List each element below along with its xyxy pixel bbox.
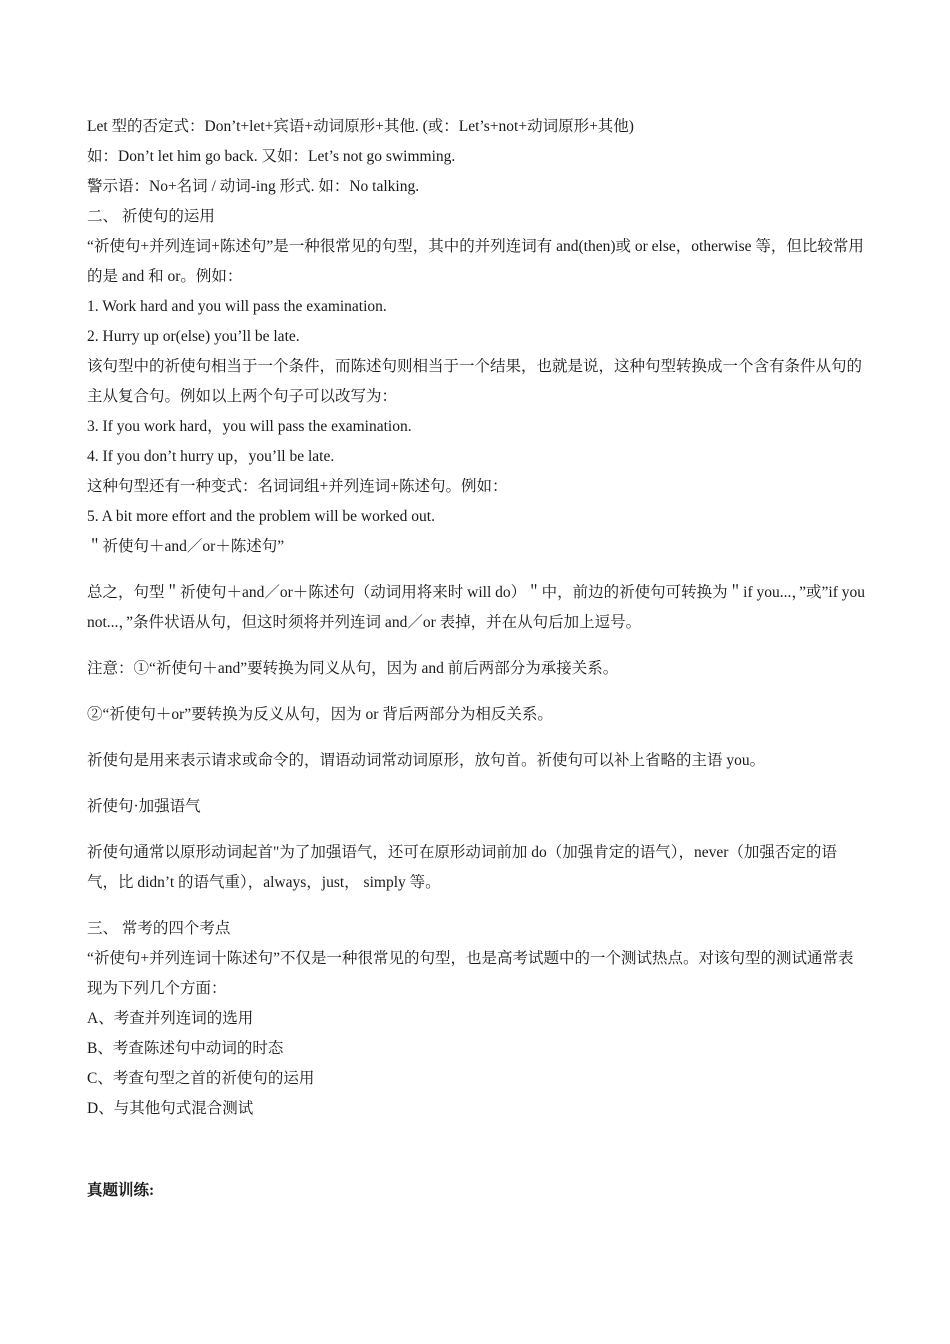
paragraph-emphasis: 祈使句通常以原形动词起首"为了加强语气，还可在原形动词前加 do（加强肯定的语气），never（加强否定的语气，比 didn’t 的语气重），always，just， simply 等。 — [87, 844, 837, 891]
note-1: 注意：①“祈使句＋and”要转换为同义从句，因为 and 前后两部分为承接关系。 — [87, 660, 619, 677]
section-heading-2: 二、 祈使句的运用 — [87, 208, 215, 225]
example-3: 3. If you work hard，you will pass the examination. — [87, 418, 412, 435]
paragraph-summary: 总之，句型＂祈使句＋and／or＋陈述句（动词用将来时 will do）＂中，前边的祈使句可转换为＂if you...，”或”if you not...，”条件状语从句，但这时须将并列连词 and／or 表掉，并在从句后加上逗号。 — [87, 584, 865, 631]
document-body — [87, 112, 867, 1206]
section-heading-3: 三、 常考的四个考点 — [87, 920, 231, 937]
paragraph-variant: 这种句型还有一种变式：名词词组+并列连词+陈述句。例如： — [87, 478, 508, 495]
test-point-b: B、考查陈述句中动词的时态 — [87, 1040, 284, 1057]
test-point-a: A、考查并列连词的选用 — [87, 1010, 254, 1027]
paragraph-pattern-intro: “祈使句+并列连词+陈述句”是一种很常见的句型，其中的并列连词有 and(then)或 or else，otherwise 等，但比较常用的是 and 和 or。例如： — [87, 238, 864, 285]
note-2: ②“祈使句＋or”要转换为反义从句，因为 or 背后两部分为相反关系。 — [87, 706, 553, 723]
test-point-c: C、考查句型之首的祈使句的运用 — [87, 1070, 315, 1087]
warning-line: 警示语：No+名词 / 动词-ing 形式. 如：No talking. — [87, 178, 420, 195]
subheading-emphasis: 祈使句·加强语气 — [87, 798, 201, 815]
let-negative-line: Let 型的否定式：Don’t+let+宾语+动词原形+其他. (或：Let’s+not+动词原形+其他) — [87, 118, 634, 135]
example-line: 如：Don’t let him go back. 又如：Let’s not go swimming. — [87, 148, 456, 165]
practice-heading: 真题训练: — [87, 1182, 155, 1199]
pattern-quote: ＂祈使句＋and／or＋陈述句” — [87, 538, 285, 555]
example-5: 5. A bit more effort and the problem will be worked out. — [87, 508, 435, 525]
test-point-d: D、与其他句式混合测试 — [87, 1100, 254, 1117]
paragraph-test-points: “祈使句+并列连词十陈述句”不仅是一种很常见的句型，也是高考试题中的一个测试热点。对该句型的测试通常表现为下列几个方面： — [87, 950, 854, 997]
paragraph-condition: 该句型中的祈使句相当于一个条件，而陈述句则相当于一个结果，也就是说，这种句型转换成一个含有条件从句的主从复合句。例如以上两个句子可以改写为： — [87, 358, 863, 405]
example-2: 2. Hurry up or(else) you’ll be late. — [87, 328, 300, 345]
example-4: 4. If you don’t hurry up，you’ll be late. — [87, 448, 335, 465]
example-1: 1. Work hard and you will pass the examination. — [87, 298, 387, 315]
paragraph-definition: 祈使句是用来表示请求或命令的，谓语动词常动词原形，放句首。祈使句可以补上省略的主语 you。 — [87, 752, 766, 769]
